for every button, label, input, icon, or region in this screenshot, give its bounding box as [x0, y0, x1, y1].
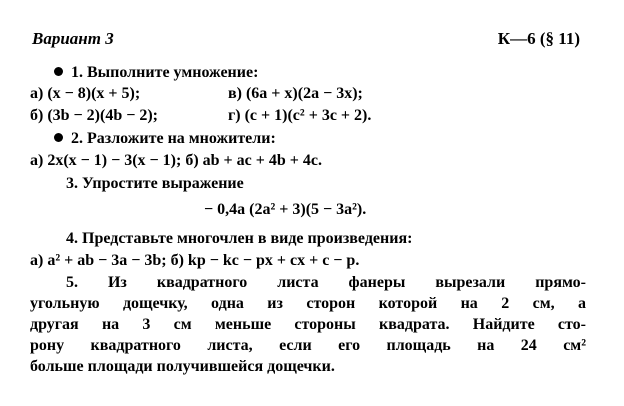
task5-line-4: рону квадратного листа, если его площадь на 24 см²: [30, 337, 586, 354]
task1-b: б) (3b − 2)(4b − 2);: [30, 107, 158, 124]
task3-title: 3. Упростите выражение: [66, 175, 244, 192]
task4-body: а) a² + ab − 3a − 3b; б) kp − kc − px + cx + c − p.: [30, 252, 360, 269]
bullet-icon: [54, 133, 63, 142]
task5-line-1: 5. Из квадратного листа фанеры вырезали прямо-: [66, 274, 586, 291]
task1-heading: [54, 63, 258, 82]
task4-title: 4. Представьте многочлен в виде произведения:: [66, 230, 413, 247]
task5-line-2: угольную дощечку, одна из сторон которой на 2 см, а: [30, 295, 586, 312]
task1-title: 1. Выполните умножение:: [71, 64, 259, 81]
task3-expression: − 0,4a (2a² + 3)(5 − 3a²).: [204, 201, 367, 218]
task1-v: в) (6a + x)(2a − 3x);: [228, 85, 363, 102]
variant-title: Вариант 3: [32, 29, 114, 48]
task1-g: г) (c + 1)(c² + 3c + 2).: [228, 107, 372, 124]
task2-body: а) 2x(x − 1) − 3(x − 1); б) ab + ac + 4b + 4c.: [30, 152, 322, 169]
task2-title: 2. Разложите на множители:: [71, 130, 276, 147]
bullet-icon: [54, 67, 63, 76]
task5-line-3: другая на 3 см меньше стороны квадрата. Найдите сто-: [30, 316, 586, 333]
task2-heading: [54, 129, 276, 148]
test-code: К—6 (§ 11): [497, 29, 580, 48]
task1-a: а) (x − 8)(x + 5);: [30, 85, 141, 102]
task5-line-5: больше площади получившейся дощечки.: [30, 358, 335, 375]
